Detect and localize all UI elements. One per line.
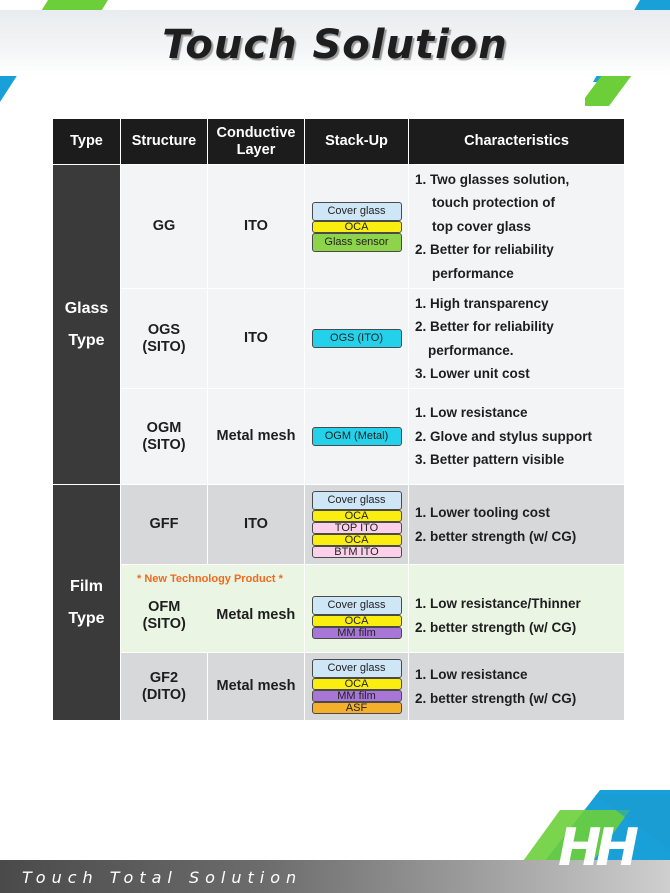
stack-layer: Cover glass	[312, 491, 402, 510]
conductive-cell: ITO	[208, 485, 305, 565]
characteristics-cell: 1. Low resistance/Thinner 2. better strength (w/ CG)	[409, 565, 625, 653]
new-technology-note: * New Technology Product *	[137, 572, 283, 585]
structure-cell: GF2 (DITO)	[121, 653, 208, 721]
header-structure: Structure	[121, 119, 208, 165]
group-film-type: Film Type	[53, 485, 121, 721]
stack-layer: Glass sensor	[312, 233, 402, 252]
stack-layer: OCA	[312, 678, 402, 690]
conductive-cell: ITO	[208, 165, 305, 289]
structure-cell: GG	[121, 165, 208, 289]
conductive-cell: ITO	[208, 289, 305, 389]
characteristics-cell: 1. Lower tooling cost 2. better strength (w/ CG)	[409, 485, 625, 565]
stack-layer: OCA	[312, 221, 402, 233]
stack-layer: OCA	[312, 510, 402, 522]
table-row	[53, 165, 625, 289]
structure-cell: GFF	[121, 485, 208, 565]
stack-layer: OGM (Metal)	[312, 427, 402, 446]
header-characteristics: Characteristics	[409, 119, 625, 165]
structure-cell: OGM (SITO)	[121, 389, 208, 485]
stack-layer: ASF	[312, 702, 402, 714]
header-stack-up: Stack-Up	[305, 119, 409, 165]
table-row	[53, 485, 625, 565]
table-row	[53, 653, 625, 721]
characteristics-cell: 1. Low resistance 2. better strength (w/ CG)	[409, 653, 625, 721]
stack-layer: Cover glass	[312, 659, 402, 678]
characteristics-cell: 1. High transparency 2. Better for reliability performance. 3. Lower unit cost	[409, 289, 625, 389]
stack-up-cell	[305, 485, 409, 565]
table-header-row	[53, 119, 625, 165]
conductive-cell: Metal mesh	[208, 653, 305, 721]
page-title: Touch Solution	[162, 22, 508, 68]
structure-cell: OFM (SITO)	[142, 598, 186, 632]
characteristics-cell: 1. Low resistance 2. Glove and stylus support 3. Better pattern visible	[409, 389, 625, 485]
conductive-cell: Metal mesh	[208, 389, 305, 485]
characteristics-cell: 1. Two glasses solution, touch protection of top cover glass 2. Better for reliability performance	[409, 165, 625, 289]
stack-layer: OCA	[312, 534, 402, 546]
header-conductive-layer: Conductive Layer	[208, 119, 305, 165]
stack-up-cell	[305, 389, 409, 485]
footer-tagline: Touch Total Solution	[22, 868, 303, 887]
stack-up-cell	[305, 289, 409, 389]
stack-up-cell	[305, 565, 409, 653]
stack-layer: Cover glass	[312, 202, 402, 221]
table-row	[53, 289, 625, 389]
table-row	[53, 389, 625, 485]
stack-layer: MM film	[312, 690, 402, 702]
structure-conductive-cell	[121, 565, 305, 653]
stack-layer: BTM ITO	[312, 546, 402, 558]
structure-cell: OGS (SITO)	[121, 289, 208, 389]
company-logo: HH	[558, 818, 634, 878]
header-type: Type	[53, 119, 121, 165]
touch-solution-table	[52, 118, 625, 721]
stack-layer: TOP ITO	[312, 522, 402, 534]
group-glass-type: Glass Type	[53, 165, 121, 485]
stack-layer: Cover glass	[312, 596, 402, 615]
stack-layer: OGS (ITO)	[312, 329, 402, 348]
stack-up-cell	[305, 653, 409, 721]
conductive-cell: Metal mesh	[216, 607, 296, 623]
stack-layer: OCA	[312, 615, 402, 627]
stack-layer: MM film	[312, 627, 402, 639]
stack-up-cell	[305, 165, 409, 289]
table-row	[53, 565, 625, 653]
